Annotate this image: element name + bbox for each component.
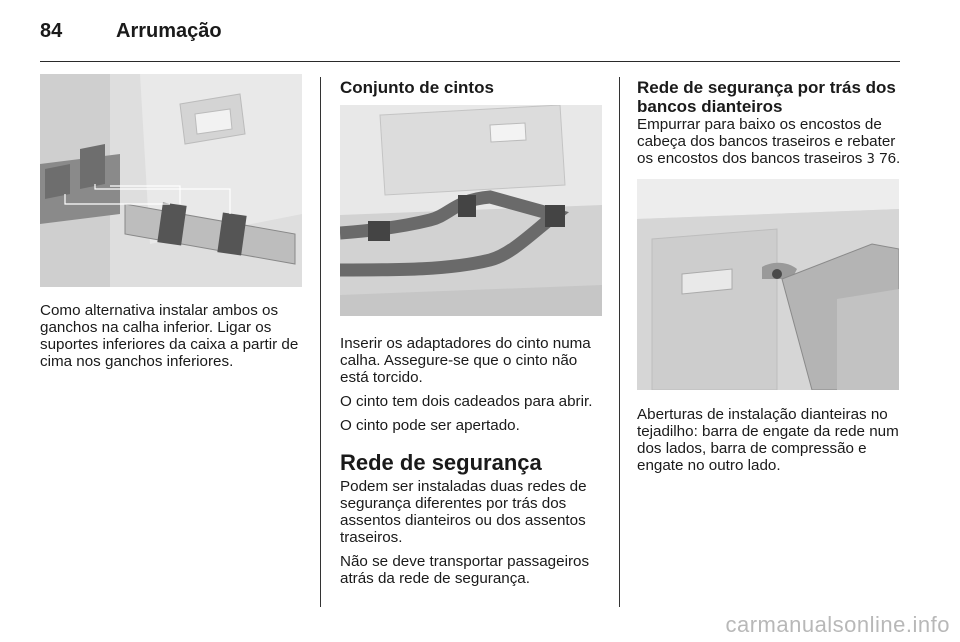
column-3 (637, 74, 902, 481)
figure-caption-roof: Aberturas de instalação dianteiras no tejadilho: barra de engate da rede num dos lados, barra de compressão e engate no outro lado. (637, 406, 899, 474)
luggage-box-hooks-illustration-icon (40, 74, 302, 287)
section-title-safety-net: Rede de segurança (340, 450, 542, 475)
column-1 (40, 74, 302, 377)
column-divider-2 (619, 77, 620, 607)
paragraph-belt-3: O cinto pode ser apertado. (340, 417, 520, 434)
reference-page: 76. (879, 150, 901, 167)
section-title-belt-set: Conjunto de cintos (340, 78, 494, 97)
column-2 (340, 74, 602, 594)
header-rule (40, 61, 900, 62)
paragraph-net-1: Podem ser instaladas duas redes de segurança diferentes por trás dos assentos dianteiros ou dos assentos traseiros. (340, 478, 587, 546)
reference-arrow-icon: 3 (866, 152, 875, 167)
section-title-net-front-seats: Rede de segurança por trás dos bancos dianteiros (637, 78, 896, 116)
paragraph-belt-1: Inserir os adaptadores do cinto numa calha. Assegure-se que o cinto não está torcido. (340, 335, 591, 386)
page-number: 84 (40, 20, 63, 42)
roof-mounting-openings-illustration-icon (637, 179, 899, 390)
column-divider-1 (320, 77, 321, 607)
paragraph-belt-2: O cinto tem dois cadeados para abrir. (340, 393, 593, 410)
page-header (40, 16, 900, 50)
watermark: carmanualsonline.info (725, 612, 950, 637)
paragraph-net-2: Não se deve transportar passageiros atrás da rede de segurança. (340, 553, 590, 587)
belt-set-illustration-icon (340, 105, 602, 316)
intro-paragraph (637, 116, 902, 168)
intro-text: Empurrar para baixo os encostos de cabeça dos bancos traseiros e rebater os encostos dos bancos traseiros (637, 116, 896, 167)
chapter-title: Arrumação (116, 20, 222, 42)
figure-caption: Como alternativa instalar ambos os ganchos na calha inferior. Ligar os suportes inferiores da caixa a partir de cima nos ganchos inferiores. (40, 302, 299, 370)
